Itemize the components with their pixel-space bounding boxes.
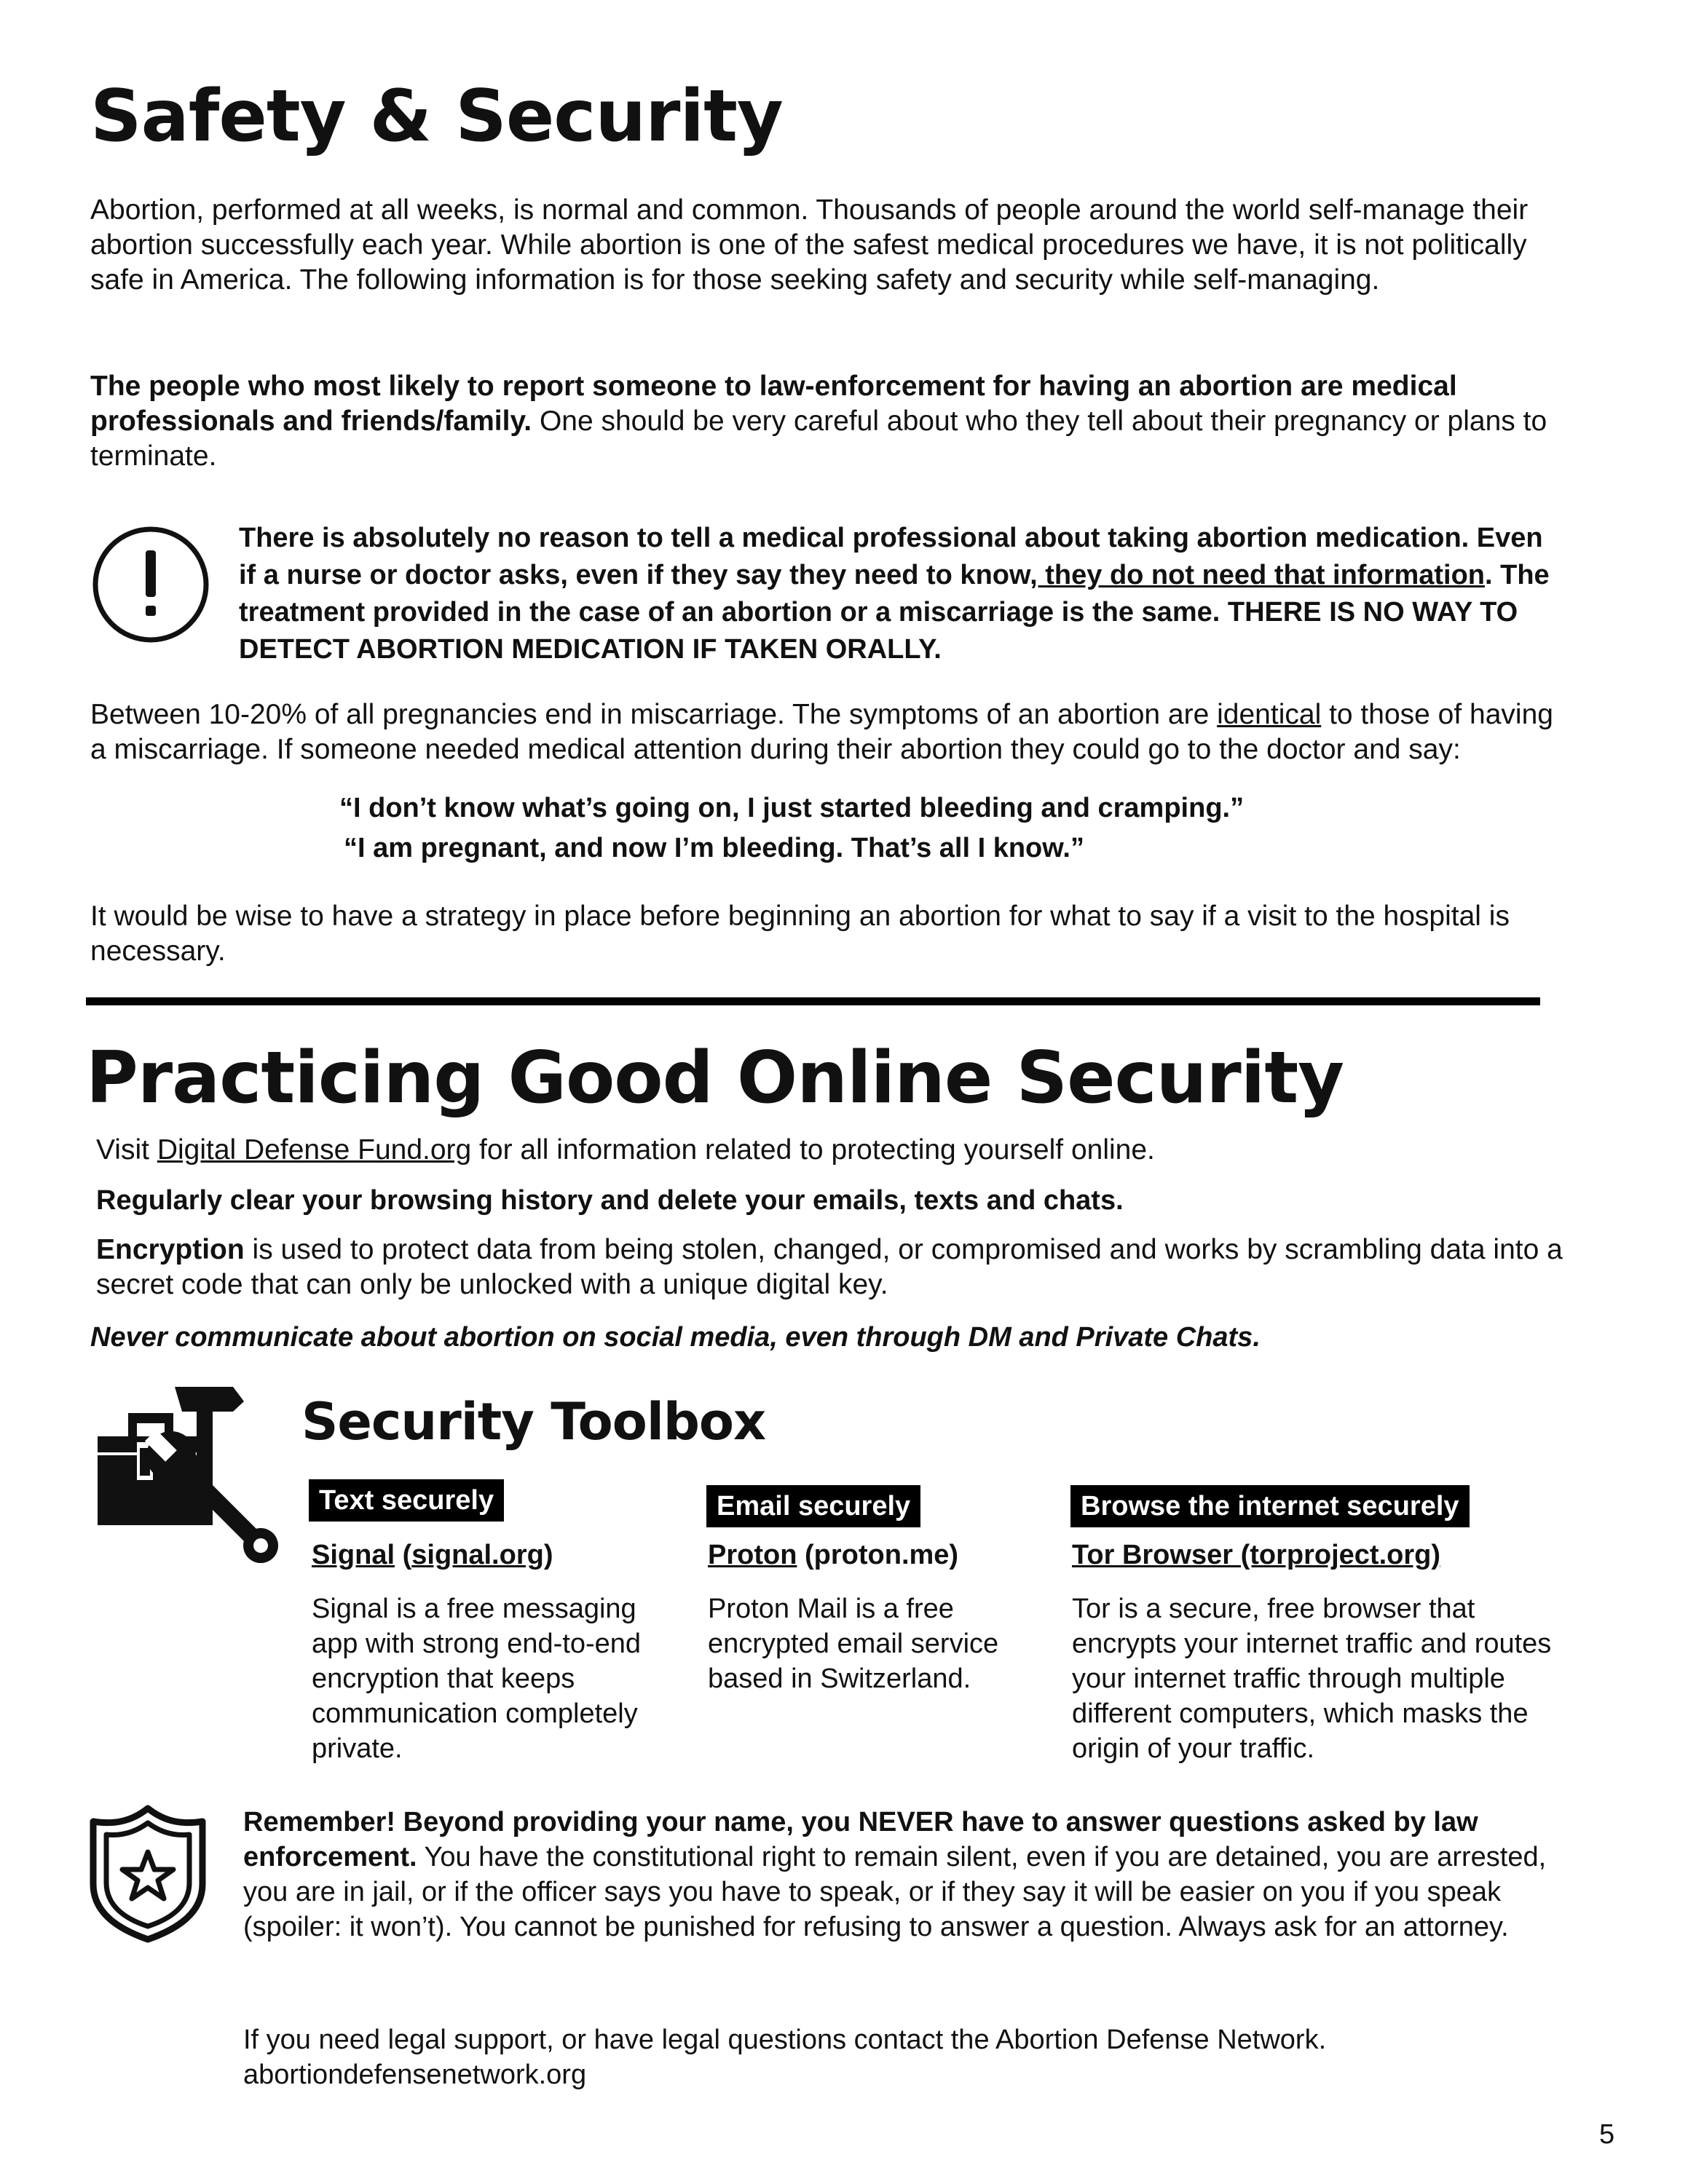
alert-part2: . The treatment provided in the case of an abortion or a miscarriage is the same. THERE IS NO WAY TO DETECT ABORTION MEDICATION IF TAKEN ORALLY. xyxy=(239,560,1550,665)
signal-link[interactable]: Signal xyxy=(312,1540,395,1570)
report-paragraph xyxy=(90,369,1576,474)
page-number: 5 xyxy=(1599,2119,1615,2150)
miscarriage-before: Between 10-20% of all pregnancies end in miscarriage. The symptoms of an abortion are xyxy=(90,699,1218,730)
miscarriage-paragraph xyxy=(90,697,1576,767)
remember-paragraph xyxy=(243,1805,1590,1944)
signal-url-link[interactable]: signal.org xyxy=(411,1540,544,1570)
toolbox-title: Security Toolbox xyxy=(301,1392,766,1452)
strategy-paragraph: It would be wise to have a strategy in place before beginning an abortion for what to say if a visit to the hospital is necessary. xyxy=(90,901,1510,967)
digital-defense-fund-link[interactable]: Digital Defense Fund.org xyxy=(157,1134,472,1166)
intro-paragraph: Abortion, performed at all weeks, is normal and common. Thousands of people around the world self-manage their abortion successfully each year. While abortion is one of the safest medical procedures we have, it is not politically safe in America. The following information is for those seeking safety and security while self-managing. xyxy=(90,194,1529,296)
tor-tool-title xyxy=(1072,1540,1440,1571)
tor-link[interactable]: Tor Browser (torproject.org) xyxy=(1072,1540,1440,1570)
remember-rest: You have the constitutional right to remain silent, even if you are detained, you are arrested, you are in jail, or if the officer says you have to speak, or if they say it will be easier on you if you speak (spoiler: it won’t). You cannot be punished for refusing to answer a question. Always ask for an attorney. xyxy=(243,1842,1547,1942)
exclamation-circle-icon xyxy=(92,526,210,644)
label-text-securely: Text securely xyxy=(309,1479,504,1522)
proton-rest: (proton.me) xyxy=(797,1540,959,1570)
alert-text xyxy=(239,520,1550,668)
alert-part1: There is absolutely no reason to tell a medical professional about taking abortion medication. Even if a nurse or doctor asks, even if they say they need to know xyxy=(239,523,1543,590)
section-divider xyxy=(86,997,1540,1005)
legal-support-text: If you need legal support, or have legal questions contact the Abortion Defense Network. xyxy=(243,2025,1327,2055)
signal-end: ) xyxy=(543,1540,553,1570)
label-email-securely: Email securely xyxy=(706,1485,920,1527)
toolbox-icon xyxy=(95,1380,291,1576)
clear-history-text: Regularly clear your browsing history and delete your emails, texts and chats. xyxy=(96,1185,1124,1216)
abortion-defense-network-link[interactable]: abortiondefensenetwork.org xyxy=(243,2060,587,2090)
proton-link[interactable]: Proton xyxy=(708,1540,797,1570)
section-title-online-security: Practicing Good Online Security xyxy=(86,1037,1344,1120)
miscarriage-after: to those of having a miscarriage. If someone needed medical attention during their abortion they could go to the doctor and say: xyxy=(90,699,1553,765)
remember-bold: Remember! Beyond providing your name, you NEVER have to answer questions asked by law enforcement. xyxy=(243,1807,1478,1872)
never-communicate-text: Never communicate about abortion on social media, even through DM and Private Chats. xyxy=(90,1322,1261,1353)
tor-description: Tor is a secure, free browser that encrypts your internet traffic and routes your internet traffic through multiple different computers, which masks the origin of your traffic. xyxy=(1072,1594,1552,1764)
visit-paragraph xyxy=(96,1133,1582,1168)
miscarriage-underlined: identical xyxy=(1217,699,1322,730)
signal-sep: ( xyxy=(395,1540,412,1570)
page-title: Safety & Security xyxy=(90,75,783,158)
signal-tool-title xyxy=(312,1540,553,1571)
proton-tool-title xyxy=(708,1540,958,1571)
encryption-paragraph xyxy=(96,1233,1582,1302)
visit-after: for all information related to protecting yourself online. xyxy=(471,1134,1155,1166)
quote-2: “I am pregnant, and now I’m bleeding. That’s all I know.” xyxy=(344,833,1084,863)
signal-description: Signal is a free messaging app with strong end-to-end encryption that keeps communication completely private. xyxy=(312,1594,642,1764)
label-browse-securely: Browse the internet securely xyxy=(1070,1485,1470,1527)
report-bold: The people who most likely to report someone to law-enforcement for having an abortion are medical professionals and friends/family. xyxy=(90,371,1457,437)
quote-1: “I don’t know what’s going on, I just started bleeding and cramping.” xyxy=(339,793,1245,823)
visit-before: Visit xyxy=(96,1134,157,1166)
alert-underlined: , they do not need that information xyxy=(1030,560,1486,590)
encryption-bold: Encryption xyxy=(96,1234,245,1265)
proton-description: Proton Mail is a free encrypted email service based in Switzerland. xyxy=(708,1594,999,1694)
report-rest: One should be very careful about who they tell about their pregnancy or plans to terminate. xyxy=(90,405,1547,472)
police-badge-icon xyxy=(86,1804,210,1942)
encryption-rest: is used to protect data from being stolen, changed, or compromised and works by scrambling data into a secret code that can only be unlocked with a unique digital key. xyxy=(96,1234,1563,1300)
